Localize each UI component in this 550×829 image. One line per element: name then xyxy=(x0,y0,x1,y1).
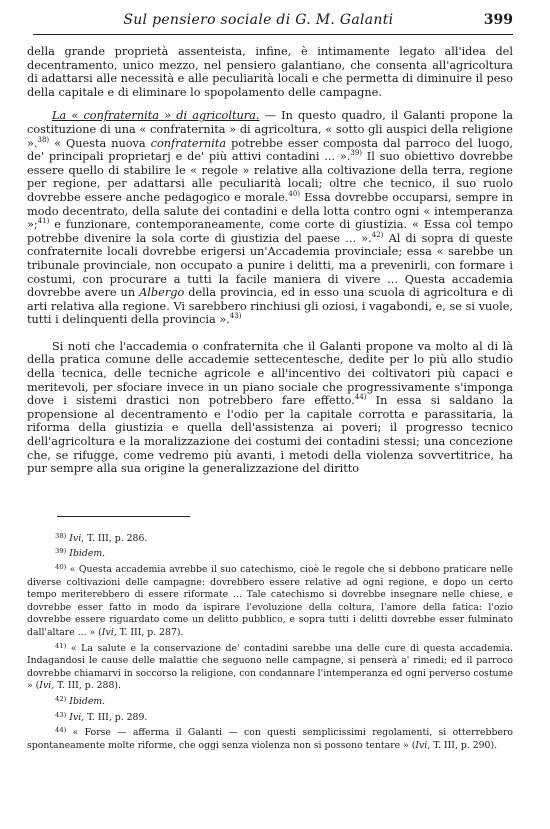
footnote-41-text: « La salute e la conservazione de' contadini sarebbe una delle cure di questa accademia. Indagandosi le cause delle malattie che seguono nelle campagne, si penserà a' rimedi; ed il parroco dovrebbe chiamarvi in soccorso la religione, con condannare l'intemperanza ed ogni perverso costume » ( xyxy=(27,642,513,692)
footnote-40-number: 40) xyxy=(55,563,67,571)
footnote-38-ivi: Ivi, xyxy=(69,532,85,544)
running-title: Sul pensiero sociale di G. M. Galanti xyxy=(123,12,394,28)
paragraph-2-text-c: potrebbe esser composta dal parroco del luogo, de' principali proprietarj e de' più attivi contadini ... ». xyxy=(27,136,514,164)
footnote-ref-44: 44) xyxy=(354,393,367,402)
footnote-39 xyxy=(27,545,513,561)
footnote-ref-38: 38) xyxy=(37,135,50,144)
paragraph-2-text-h: della provincia, ed in esso una scuola di agricoltura e di arti relativa alla regione. Vi sarebbero rinchiusi gli oziosi, i vagabondi, e, se si vuole, tutti i delinquenti della provincia ». xyxy=(27,286,513,327)
footnote-43 xyxy=(27,709,513,725)
footnote-divider xyxy=(57,516,190,517)
section-title: La « confraternita » di agricoltura. xyxy=(52,109,260,123)
paragraph-3-text-a: Si noti che l'accademia o confraternita che il Galanti propone va molto al di là della pratica comune delle accademie settecentesche, dedite per lo più allo studio della tecnica, delle tecniche agricole e all'incentivo dei coltivatori più capaci e meritevoli, per sfociare invece in un piano sociale che progressivamente s'imponga dove i sistemi drastici non potrebbero fare effetto. xyxy=(27,339,513,408)
page-header xyxy=(33,12,513,35)
footnote-38-number: 38) xyxy=(55,531,67,540)
footnote-43-text: T. III, p. 289. xyxy=(84,711,148,723)
footnote-41-end: T. III, p. 288). xyxy=(54,680,121,692)
footnote-ref-42: 42) xyxy=(371,230,384,239)
paragraph-2-italic-confraternita: confraternita xyxy=(150,136,227,150)
footnote-44-ivi: Ivi, xyxy=(415,739,431,751)
footnote-44-text: « Forse — afferma il Galanti — con questi semplicissimi regolamenti, si otterrebbero spontaneamente molte riforme, che oggi senza violenza non si possono tentare » ( xyxy=(27,727,513,751)
footnote-43-number: 43) xyxy=(55,710,67,719)
footnote-ref-40: 40) xyxy=(288,190,301,199)
paragraph-2-text-f: e funzionare, contemporaneamente, come corte di giustizia. « Essa col tempo potrebbe divenire la sola corte di giustizia del paese ... ». xyxy=(27,218,513,245)
footnotes xyxy=(27,530,513,753)
page-number: 399 xyxy=(483,12,513,28)
footnote-44-end: T. III, p. 290). xyxy=(430,739,498,751)
footnote-38 xyxy=(27,530,513,546)
footnote-44-number: 44) xyxy=(55,726,67,735)
footnote-42 xyxy=(27,693,513,709)
footnote-ref-43: 43) xyxy=(229,312,242,321)
footnote-41 xyxy=(27,640,513,693)
footnote-38-text: T. III, p. 286. xyxy=(84,532,148,544)
footnote-ref-41: 41) xyxy=(37,217,50,226)
footnote-43-ivi: Ivi, xyxy=(69,711,85,723)
footnote-39-number: 39) xyxy=(55,547,67,556)
footnote-44 xyxy=(27,724,513,752)
footnote-41-number: 41) xyxy=(55,641,67,650)
paragraph-2-italic-albergo: Albergo xyxy=(139,286,185,300)
paragraph-2-text-d: Il suo obiettivo dovrebbe essere quello di stabilire le « regole » relative alla coltivazione della terra, regione per regione, per adattarsi alle peculiarità locali; oltre che tecnico, il suo ruolo dovrebbe essere anche pedagogico e morale. xyxy=(27,150,514,204)
main-text xyxy=(27,45,513,476)
footnote-40-ivi: Ivi, xyxy=(101,626,117,638)
paragraph-2-text-a: — In questo quadro, il Galanti propone la costituzione di una « confraternita » di agricoltura, « sotto gli auspici della religione ». xyxy=(27,109,513,150)
paragraph-3 xyxy=(27,340,513,476)
paragraph-2-text-g: Al di sopra di queste confraternite locali dovrebbe erigersi un'Accademia provinciale; essa « sarebbe un tribunale provinciale, non occupato a punire i delitti, ma a prevenirli, con formare i costumi, con procurare a tutti la facile maniera di vivere ... Questa accademia dovrebbe avere un xyxy=(27,231,513,300)
footnote-40-end: T. III, p. 287). xyxy=(116,626,184,638)
paragraph-1-text: della grande proprietà assenteista, infine, è intimamente legato all'idea del decentramento, unico mezzo, nel pensiero galantiano, che consenta all'agricoltura di adattarsi alle necessità e alle peculiarità locali e che permetta di diminuire il peso della capitale e di eliminare lo spopolamento delle campagne. xyxy=(27,45,513,99)
paragraph-1 xyxy=(27,45,513,99)
paragraph-2 xyxy=(27,109,513,327)
footnote-41-ivi: Ivi, xyxy=(39,680,55,692)
footnote-42-ibidem: Ibidem. xyxy=(69,695,106,707)
footnote-40-text: « Questa accademia avrebbe il suo catechismo, cioè le regole che si debbono praticare nelle diverse coltivazioni delle campagne: dovrebbero essere relative ad ogni regione, e dopo un certo tempo meriterebbero di essere riformate ... Tale catechismo si dovrebbe insegnare nelle chiese, e dovrebbe esser fatto in modo da ispirare l'evoluzione della coltura, l'amore della fatica: l'ozio dovrebbe essere riguardato come un delitto pubblico, e sopra tutti i delitti dovrebbe esser fulminato dall'altare ... » ( xyxy=(27,564,513,638)
footnote-40 xyxy=(27,561,513,640)
paragraph-2-text-e: Essa dovrebbe occuparsi, sempre in modo decentrato, della salute dei contadini e della lotta contro ogni « intemperanza »; xyxy=(27,190,513,232)
paragraph-2-text-b: « Questa nuova xyxy=(49,136,151,150)
footnote-42-number: 42) xyxy=(55,694,67,703)
footnote-ref-39: 39) xyxy=(350,149,362,158)
paragraph-3-text-b: In essa si saldano la propensione al decentramento e l'odio per la capitale corrotta e parassitaria, la riforma della giustizia e quella dell'assistenza ai poveri; il progresso tecnico dell'agricoltura e la moralizzazione dei costumi dei contadini stessi; una concezione che, se rifugge, come vedremo più avanti, i metodi della violenza sovvertitrice, ha pur sempre alla sua origine la generalizzazione del diritto xyxy=(27,394,514,476)
footnote-39-ibidem: Ibidem. xyxy=(69,548,106,560)
